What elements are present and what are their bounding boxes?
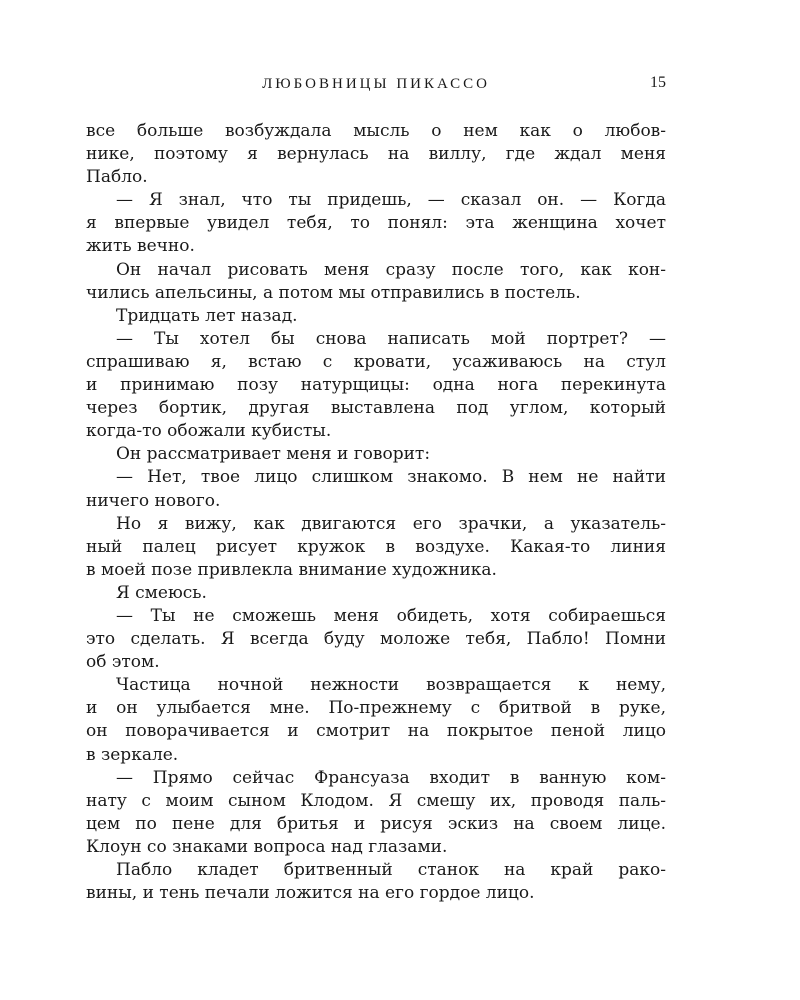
text-line: в моей позе привлекла внимание художника.: [86, 559, 497, 580]
text-line: Но я вижу, как двигаются его зрачки, а указатель-: [116, 513, 666, 534]
text-line: и он улыбается мне. По-прежнему с бритвой в руке,: [86, 698, 666, 719]
text-line: Частица ночной нежности возвращается к нему,: [116, 675, 666, 696]
text-line: в зеркале.: [86, 744, 179, 765]
text-line: — Я знал, что ты придешь, — сказал он. — Когда: [116, 190, 666, 211]
text-line: Он начал рисовать меня сразу после того, как кон-: [116, 259, 666, 280]
text-line: нату с моим сыном Клодом. Я смешу их, проводя паль-: [86, 790, 666, 811]
text-line: Он рассматривает меня и говорит:: [116, 444, 431, 465]
text-line: — Ты не сможешь меня обидеть, хотя собираешься: [116, 605, 666, 626]
text-line: через бортик, другая выставлена под углом, который: [86, 398, 666, 419]
text-line: чились апельсины, а потом мы отправились в постель.: [86, 282, 581, 303]
text-line: цем по пене для бритья и рисуя эскиз на своем лице.: [86, 813, 666, 834]
running-title: ЛЮБОВНИЦЫ ПИКАССО: [262, 76, 490, 92]
text-line: нике, поэтому я вернулась на виллу, где ждал меня: [86, 144, 666, 165]
text-line: об этом.: [86, 652, 160, 673]
text-line: он поворачивается и смотрит на покрытое пеной лицо: [86, 721, 666, 742]
text-line: — Прямо сейчас Франсуаза входит в ванную ком-: [116, 767, 666, 788]
text-line: все больше возбуждала мысль о нем как о любов-: [86, 121, 666, 141]
text-line: вины, и тень печали ложится на его гордое лицо.: [86, 883, 535, 904]
text-line: я впервые увидел тебя, то понял: эта женщина хочет: [86, 213, 666, 234]
text-line: Пабло.: [86, 167, 148, 188]
body-text: [86, 120, 666, 905]
text-line: когда-то обожали кубисты.: [86, 421, 332, 442]
text-line: ничего нового.: [86, 490, 221, 511]
text-line: Клоун со знаками вопроса над глазами.: [86, 836, 448, 857]
running-head: [86, 74, 666, 98]
text-line: — Нет, твое лицо слишком знакомо. В нем не найти: [116, 467, 666, 488]
text-line: и принимаю позу натурщицы: одна нога перекинута: [86, 375, 666, 396]
page-number: 15: [650, 74, 666, 91]
text-line: Тридцать лет назад.: [116, 305, 298, 326]
text-line: жить вечно.: [86, 236, 195, 257]
text-line: — Ты хотел бы снова написать мой портрет? —: [116, 328, 666, 349]
text-line: спрашиваю я, встаю с кровати, усаживаюсь на стул: [86, 351, 666, 372]
text-line: Я смеюсь.: [116, 582, 207, 603]
text-line: это сделать. Я всегда буду моложе тебя, Пабло! Помни: [86, 629, 666, 650]
text-line: Пабло кладет бритвенный станок на край рако-: [116, 860, 666, 880]
text-line: ный палец рисует кружок в воздухе. Какая-то линия: [86, 536, 666, 557]
